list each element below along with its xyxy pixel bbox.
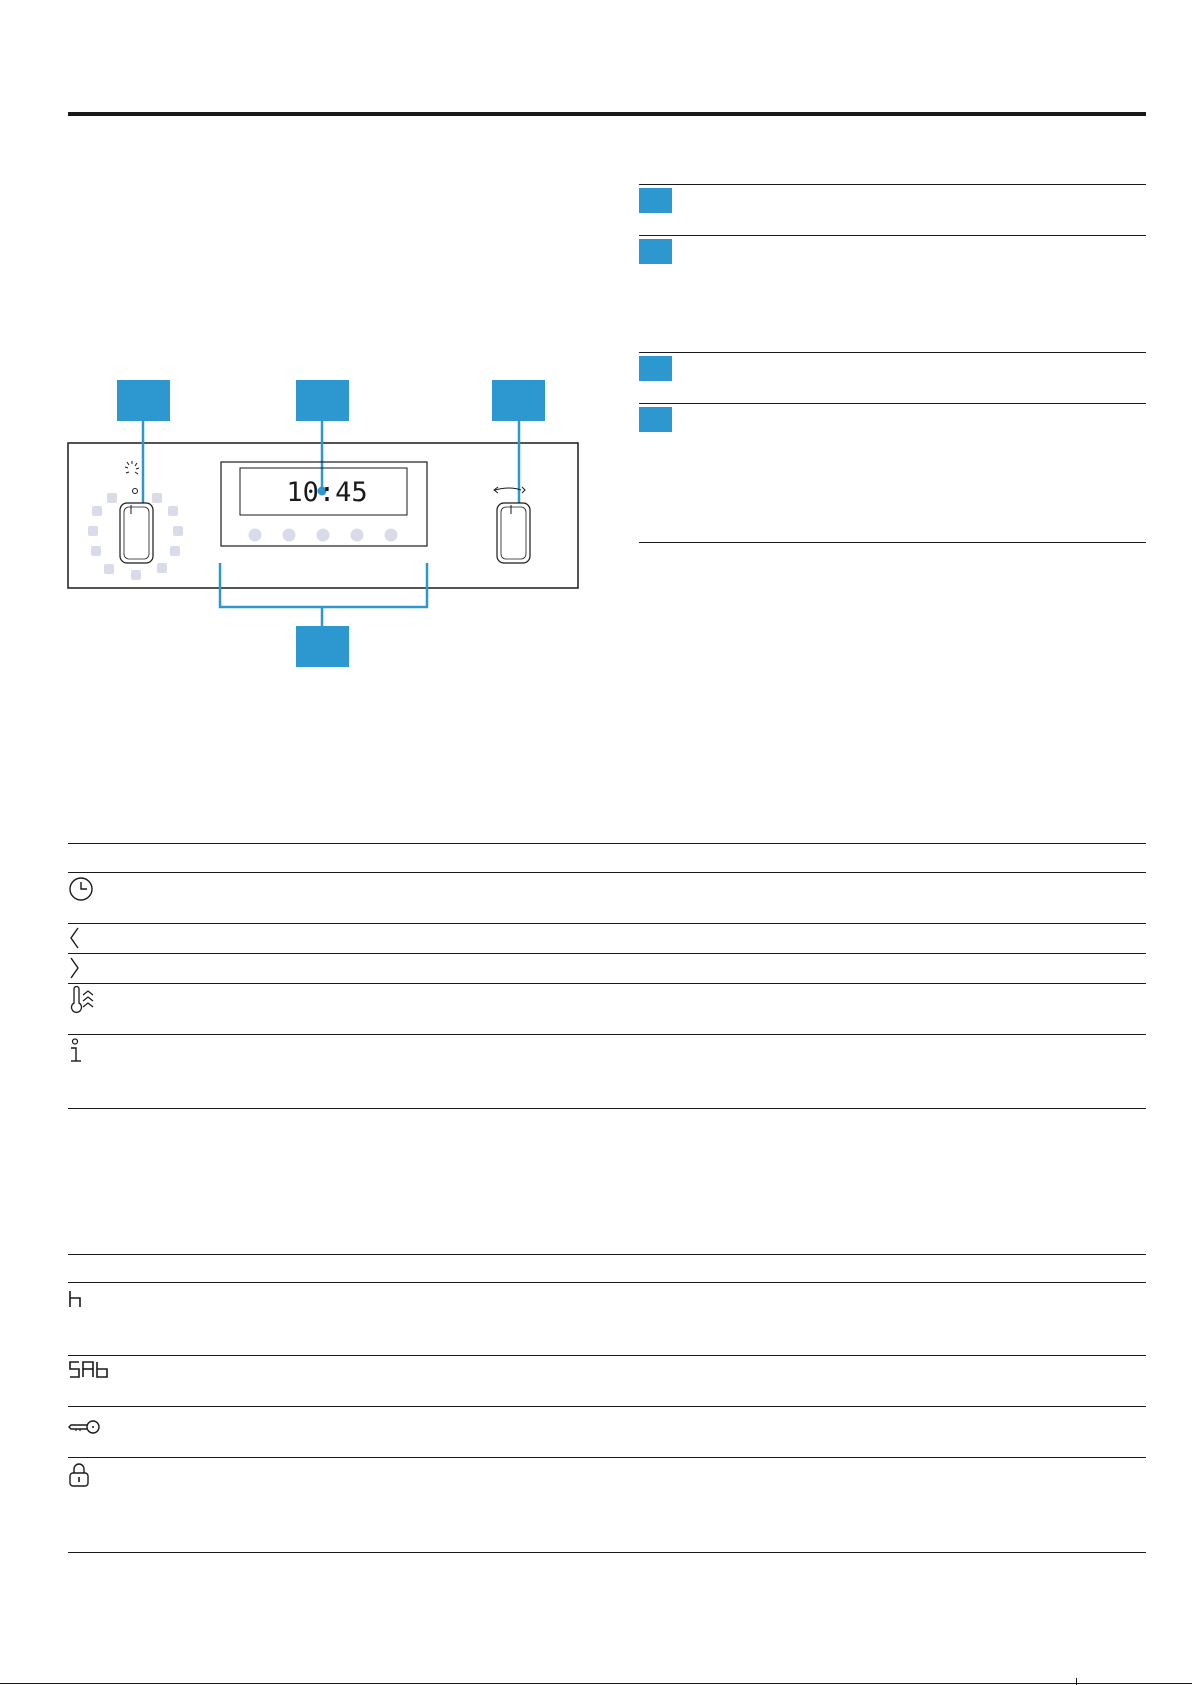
legend-rule: [639, 403, 1146, 404]
legend-rule: [639, 184, 1146, 185]
knob-body: [120, 503, 153, 563]
clock-icon: [68, 876, 94, 902]
hour-indicator-icon: [68, 1290, 84, 1308]
callout-badge-4: [296, 626, 349, 667]
footer-tick: [1076, 1678, 1077, 1685]
sabbath-mode-icon: [68, 1361, 110, 1379]
callout-badge-3: [492, 380, 545, 421]
key-icon: [68, 1418, 102, 1436]
display-time: 10:45: [286, 477, 368, 508]
legend-badge-4: [639, 407, 672, 432]
legend-badge-1: [639, 188, 672, 213]
temperature-selector[interactable]: [494, 487, 530, 563]
chevron-right-icon: [68, 956, 82, 980]
callout-badge-2: [296, 380, 349, 421]
footer-rule: [0, 1683, 1192, 1684]
legend-rule: [639, 542, 1146, 543]
legend-badge-2: [639, 239, 672, 264]
chevron-left-icon: [68, 926, 82, 950]
legend-rule: [639, 352, 1146, 353]
control-panel-diagram: [0, 0, 600, 680]
knob-body: [497, 503, 530, 563]
childproof-lock-icon: [68, 1463, 90, 1487]
touch-button-5[interactable]: [385, 529, 398, 542]
display-area: [221, 462, 427, 546]
touch-button-2[interactable]: [283, 529, 296, 542]
position-dot: [133, 489, 138, 494]
touch-button-3[interactable]: [317, 529, 330, 542]
callout-badge-1: [117, 380, 170, 421]
info-icon: [68, 1038, 84, 1064]
legend-badge-3: [639, 356, 672, 381]
rotation-arrow-icon: [495, 488, 521, 490]
touch-buttons: [249, 529, 398, 542]
off-position-icon: [125, 461, 139, 474]
legend-rule: [639, 235, 1146, 236]
buttons-bracket: [220, 563, 427, 607]
thermometer-rapid-heat-icon: [68, 986, 98, 1014]
touch-button-1[interactable]: [249, 529, 262, 542]
touch-button-4[interactable]: [351, 529, 364, 542]
function-selector[interactable]: [88, 461, 183, 580]
